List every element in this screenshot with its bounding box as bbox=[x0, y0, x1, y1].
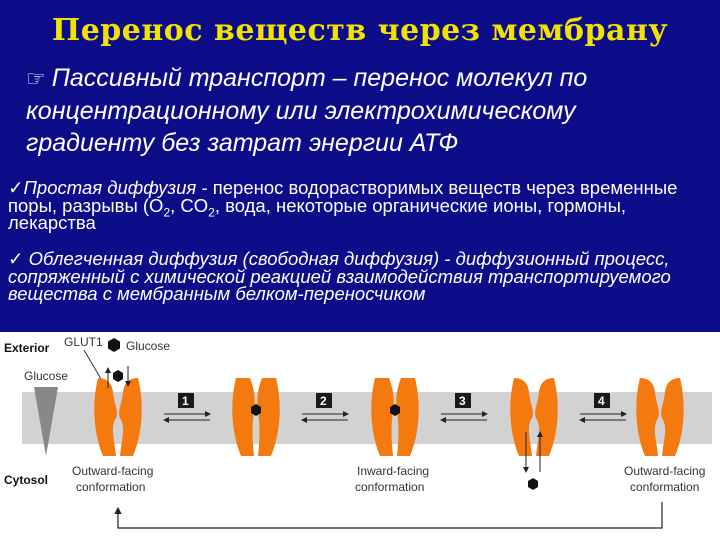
glut1-label: GLUT1 bbox=[64, 335, 103, 349]
slide-title: Перенос веществ через мембрану bbox=[51, 13, 669, 48]
step-2-label: 2 bbox=[320, 394, 327, 408]
step-1-label: 1 bbox=[182, 394, 189, 408]
state-3-label-line1: Inward-facing bbox=[357, 464, 430, 478]
simple-diffusion-text-a: - перенос водорастворимых веществ через временные поры, разрывы (O bbox=[8, 177, 678, 216]
state-1-label-line1: Outward-facing bbox=[72, 464, 154, 478]
cytosol-label: Cytosol bbox=[4, 473, 49, 487]
simple-diffusion-text-b: , CO bbox=[170, 194, 209, 216]
state-5-label-line1: Outward-facing bbox=[624, 464, 706, 478]
simple-diffusion-term: Простая диффузия bbox=[23, 177, 197, 198]
glucose-gradient-label: Glucose bbox=[24, 369, 69, 383]
passive-transport-bullet bbox=[26, 62, 706, 159]
facilitated-diffusion-text: Облегченная диффузия (свободная диффузия) - диффузионный процесс, сопряженный с химической реакцией взаимодействия транспортируемого вещества с мембранным белком-переносчиком bbox=[8, 248, 671, 304]
simple-diffusion-text-c: , вода, некоторые органические ионы, гормоны, лекарства bbox=[8, 194, 627, 233]
cycle-return-arrow bbox=[118, 502, 662, 528]
passive-transport-text: Пассивный транспорт – перенос молекул по концентрационному или электрохимическому градиенту без затрат энергии АТФ bbox=[26, 64, 588, 157]
check-icon: ✓ bbox=[8, 177, 24, 198]
facilitated-diffusion-bullet bbox=[8, 250, 713, 303]
step-4-label: 4 bbox=[598, 394, 605, 408]
glut1-transport-diagram bbox=[0, 332, 720, 540]
exterior-label: Exterior bbox=[4, 341, 50, 355]
state-3-label-line2: conformation bbox=[355, 480, 425, 494]
simple-diffusion-bullet bbox=[8, 179, 713, 232]
subscript-2: 2 bbox=[208, 205, 215, 220]
glucose-legend-label: Glucose bbox=[126, 339, 171, 353]
state-5-label-line2: conformation bbox=[630, 480, 700, 494]
state-1-label-line2: conformation bbox=[76, 480, 146, 494]
pointing-hand-icon: ☞ bbox=[26, 66, 46, 91]
subscript-2: 2 bbox=[163, 205, 171, 220]
step-3-label: 3 bbox=[459, 394, 466, 408]
glucose-hexagon-icon bbox=[108, 338, 120, 352]
check-icon: ✓ bbox=[8, 248, 24, 269]
